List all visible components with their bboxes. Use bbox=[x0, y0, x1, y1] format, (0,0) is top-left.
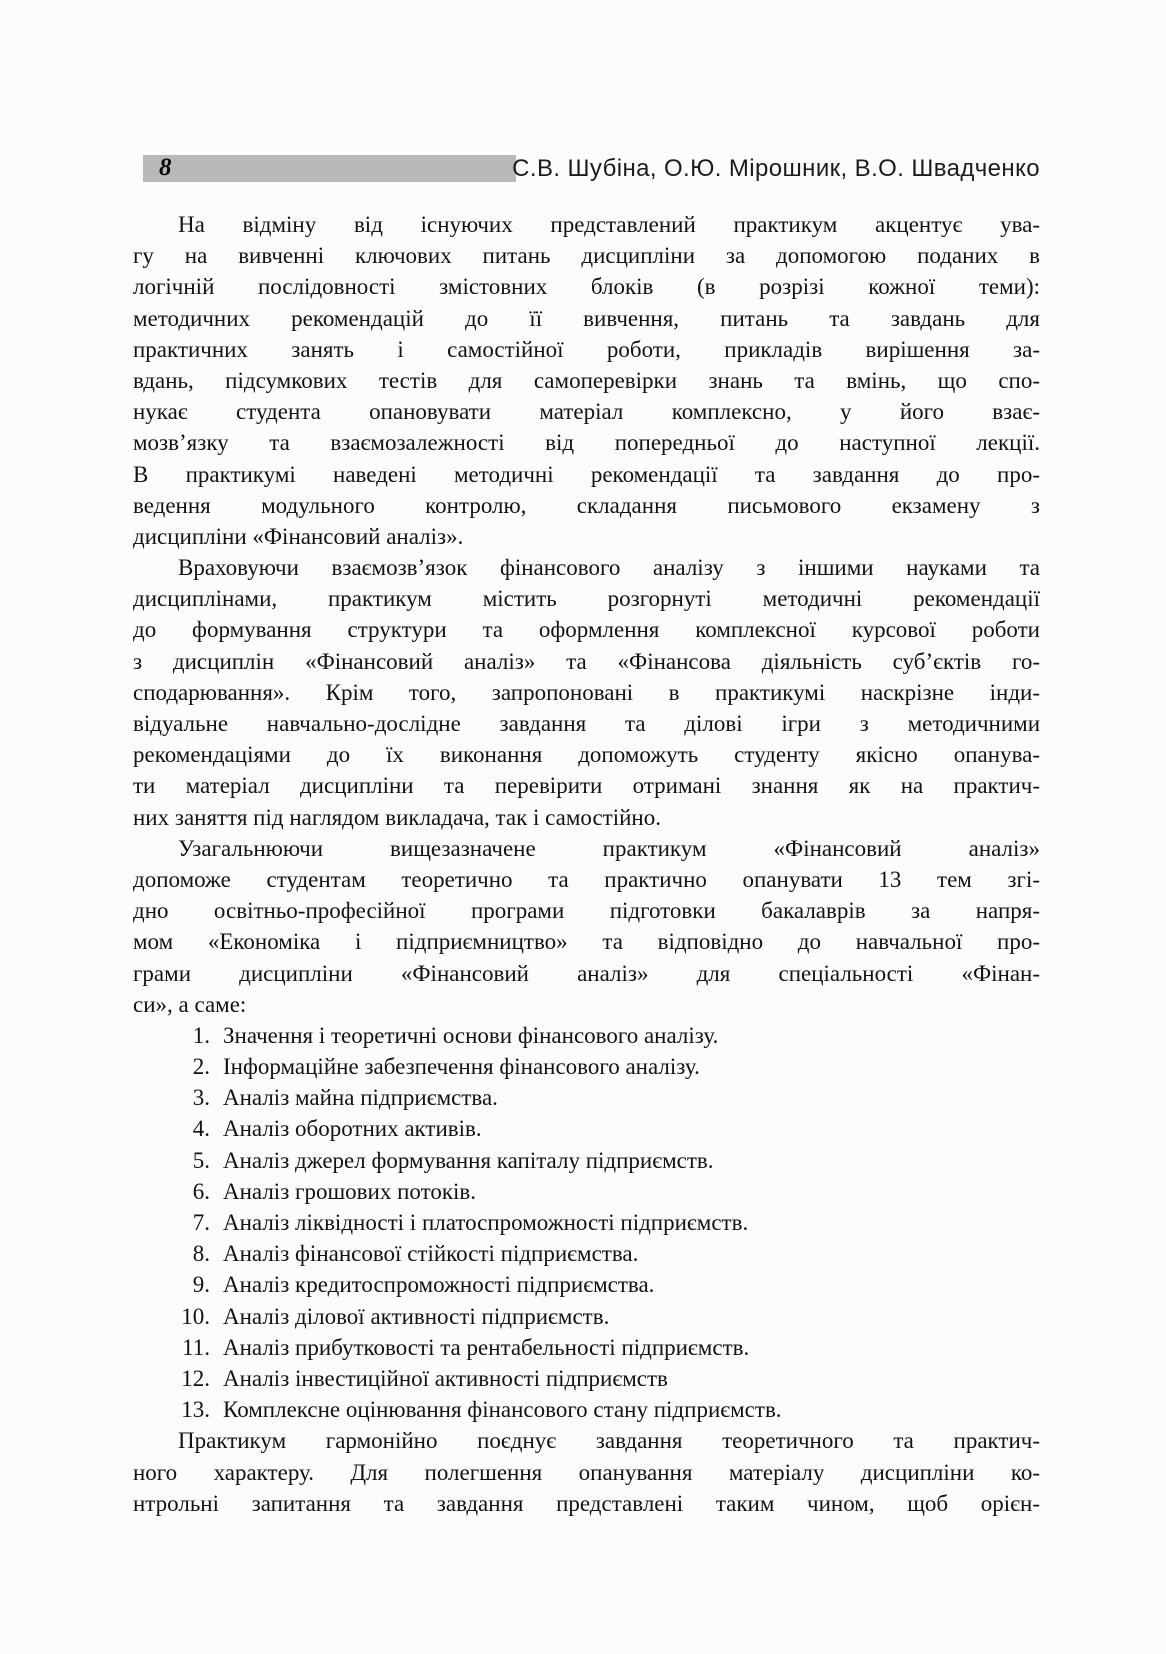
paragraph-line: Практикум гармонійно поєднує завдання теоретичного та практич- bbox=[178, 1428, 1040, 1454]
list-item bbox=[133, 1176, 1040, 1207]
list-item bbox=[133, 1145, 1040, 1176]
paragraph-line: ного характеру. Для полегшення опанування матеріалу дисципліни ко- bbox=[133, 1459, 1040, 1485]
paragraph-line: ведення модульного контролю, складання письмового екзамену з bbox=[133, 492, 1040, 518]
list-item bbox=[133, 1301, 1040, 1332]
paragraph-line: дисциплінами, практикум містить розгорнуті методичні рекомендації bbox=[133, 586, 1040, 612]
list-item-number: 6. bbox=[192, 1178, 210, 1204]
paragraph-line: логічній послідовності змістовних блоків (в розрізі кожної теми): bbox=[133, 274, 1040, 300]
paragraph-line: них заняття під наглядом викладача, так і самостійно. bbox=[133, 804, 661, 830]
paragraph-line: нукає студента опановувати матеріал комплексно, у його взає- bbox=[133, 399, 1040, 425]
list-item-number: 11. bbox=[182, 1334, 210, 1360]
list-item bbox=[133, 1082, 1040, 1113]
paragraph-line: рекомендаціями до їх виконання допоможуть студенту якісно опанува- bbox=[133, 742, 1040, 768]
list-item bbox=[133, 1363, 1040, 1394]
paragraph bbox=[133, 1425, 1040, 1519]
page-content bbox=[133, 209, 1040, 1519]
list-item-text: Інформаційне забезпечення фінансового аналізу. bbox=[223, 1054, 700, 1080]
header-bar bbox=[143, 155, 516, 182]
list-item-number: 12. bbox=[181, 1365, 210, 1391]
list-item-number: 7. bbox=[192, 1210, 210, 1235]
paragraph-line: вдань, підсумкових тестів для самоперевірки знань та вмінь, що спо- bbox=[133, 367, 1040, 393]
page-number: 8 bbox=[159, 154, 172, 181]
list-item-number: 10. bbox=[181, 1303, 210, 1329]
list-item bbox=[133, 1051, 1040, 1082]
paragraph-line: відуальне навчально-дослідне завдання та ділові ігри з методичними bbox=[133, 711, 1040, 736]
paragraph-line: В практикумі наведені методичні рекомендації та завдання до про- bbox=[133, 461, 1040, 487]
list-item-number: 8. bbox=[192, 1241, 210, 1267]
paragraph-line: гу на вивченні ключових питань дисципліни за допомогою поданих в bbox=[133, 243, 1040, 269]
paragraph bbox=[133, 833, 1040, 1020]
list-item-text: Аналіз грошових потоків. bbox=[223, 1178, 477, 1204]
list-item-text: Аналіз джерел формування капіталу підприємств. bbox=[223, 1147, 714, 1173]
list-item-text: Аналіз оборотних активів. bbox=[223, 1116, 482, 1142]
header-authors: С.В. Шубіна, О.Ю. Мірошник, В.О. Швадченко bbox=[512, 155, 1040, 182]
paragraph bbox=[133, 552, 1040, 833]
list-item-text: Аналіз кредитоспроможності підприємства. bbox=[223, 1272, 655, 1298]
list-item-text: Аналіз майна підприємства. bbox=[223, 1085, 498, 1111]
list-item-number: 9. bbox=[192, 1272, 210, 1298]
list-item bbox=[133, 1332, 1040, 1363]
paragraph-line: методичних рекомендацій до її вивчення, питань та завдань для bbox=[133, 305, 1040, 331]
paragraph-line: грами дисципліни «Фінансовий аналіз» для спеціальності «Фінан- bbox=[133, 960, 1040, 986]
list-item-number: 5. bbox=[192, 1147, 210, 1173]
paragraph-line: ти матеріал дисципліни та перевірити отримані знання як на практич- bbox=[133, 773, 1040, 799]
list-item-text: Аналіз ліквідності і платоспроможності підприємств. bbox=[223, 1210, 749, 1235]
paragraph-line: допоможе студентам теоретично та практично опанувати 13 тем згі- bbox=[133, 866, 1040, 892]
paragraph-line: до формування структури та оформлення комплексної курсової роботи bbox=[133, 617, 1040, 643]
list-item-number: 1. bbox=[192, 1022, 210, 1048]
list-item bbox=[133, 1394, 1040, 1425]
list-item-number: 3. bbox=[192, 1085, 210, 1111]
paragraph-line: мозв’язку та взаємозалежності від попередньої до наступної лекції. bbox=[133, 430, 1040, 456]
paragraph-line: нтрольні запитання та завдання представлені таким чином, щоб орієн- bbox=[133, 1490, 1040, 1516]
list-item-number: 2. bbox=[192, 1054, 210, 1080]
paragraph-line: з дисциплін «Фінансовий аналіз» та «Фінансова діяльність суб’єктів го- bbox=[133, 648, 1040, 674]
paragraph bbox=[133, 209, 1040, 552]
list-item-number: 13. bbox=[181, 1397, 210, 1423]
list-item-text: Аналіз фінансової стійкості підприємства. bbox=[223, 1241, 639, 1267]
numbered-list bbox=[133, 1020, 1040, 1425]
list-item bbox=[133, 1020, 1040, 1051]
list-item-text: Комплексне оцінювання фінансового стану підприємств. bbox=[223, 1397, 782, 1423]
list-item-text: Аналіз прибутковості та рентабельності підприємств. bbox=[223, 1334, 750, 1360]
list-item-text: Аналіз ділової активності підприємств. bbox=[223, 1303, 610, 1329]
paragraph-line: дисципліни «Фінансовий аналіз». bbox=[133, 523, 464, 549]
paragraph-line: На відміну від існуючих представлений практикум акцентує ува- bbox=[178, 212, 1040, 237]
paragraph-line: дно освітньо-професійної програми підготовки бакалаврів за напря- bbox=[133, 898, 1040, 924]
paragraph-line: мом «Економіка і підприємництво» та відповідно до навчальної про- bbox=[133, 929, 1040, 955]
page-header bbox=[133, 154, 1040, 182]
list-item bbox=[133, 1269, 1040, 1300]
paragraph-line: Враховуючи взаємозв’язок фінансового аналізу з іншими науками та bbox=[178, 555, 1040, 581]
paragraph-line: практичних занять і самостійної роботи, прикладів вирішення за- bbox=[133, 336, 1040, 362]
list-item-text: Аналіз інвестиційної активності підприємств bbox=[223, 1365, 668, 1391]
paragraph-line: сподарювання». Крім того, запропоновані в практикумі наскрізне інди- bbox=[133, 679, 1040, 705]
list-item bbox=[133, 1238, 1040, 1269]
paragraph-line: си», а саме: bbox=[133, 991, 247, 1017]
paragraph-line: Узагальнюючи вищезазначене практикум «Фінансовий аналіз» bbox=[178, 835, 1040, 861]
list-item bbox=[133, 1113, 1040, 1144]
list-item bbox=[133, 1207, 1040, 1238]
list-item-number: 4. bbox=[192, 1116, 210, 1142]
list-item-text: Значення і теоретичні основи фінансового аналізу. bbox=[223, 1022, 719, 1048]
